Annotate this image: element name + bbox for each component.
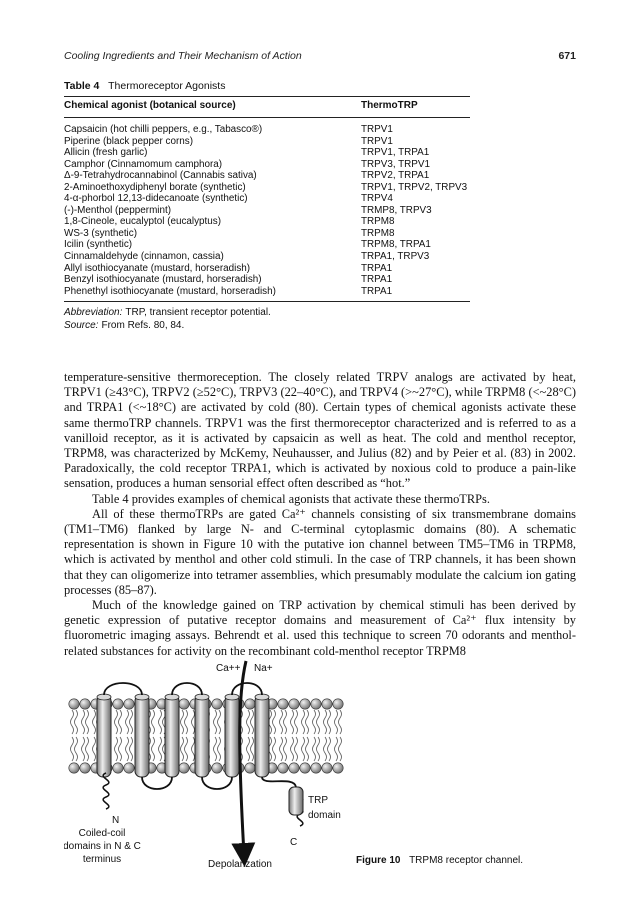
table-cell-agonist: Piperine (black pepper corns) [64, 135, 193, 147]
table-top-rule [64, 96, 470, 97]
table-row [64, 274, 470, 286]
lipid-head [333, 763, 343, 773]
lipid-tail [126, 737, 129, 761]
lipid-tail [251, 710, 254, 734]
lipid-tail [324, 710, 327, 734]
lipid-tail [71, 737, 74, 761]
lipid-tail [273, 737, 276, 761]
table-cell-agonist: Capsaicin (hot chilli peppers, e.g., Tabasco®) [64, 124, 263, 135]
table-cell-agonist: 4-α-phorbol 12,13-didecanoate (synthetic) [64, 193, 248, 205]
lipid-head [212, 699, 222, 709]
helix-loop [232, 683, 262, 695]
lipid-tail [126, 710, 129, 734]
helix-tm4 [195, 695, 209, 777]
table-row [64, 263, 470, 275]
lipid-tail [214, 737, 217, 761]
paragraph-4: Much of the knowledge gained on TRP activation by chemical stimuli has been derived by genetic expression of putative receptor domains and measurement of Ca²⁺ flux intensity by fluorometric imaging assays. Behrendt et al. used this technique to screen 70 odorants and menthol-related substances for activity on the recombinant cold-menthol receptor TRPM8 [64, 598, 576, 658]
table-cell-agonist: (-)-Menthol (peppermint) [64, 204, 172, 216]
lipid-tail [302, 737, 305, 761]
label-coil-1: Coiled-coil [78, 828, 126, 839]
lipid-tail [93, 710, 96, 734]
abbrev-text: TRP, transient receptor potential. [125, 307, 271, 318]
lipid-head [212, 763, 222, 773]
lipid-tail [317, 737, 320, 761]
figure-caption-label: Figure 10 [356, 855, 401, 866]
table-col1-header: Chemical agonist (botanical source) [64, 100, 236, 111]
table-cell-thermotrp: TRPA1 [361, 274, 393, 286]
lipid-tail [295, 737, 298, 761]
table-cell-agonist: Benzyl isothiocyanate (mustard, horseradish) [64, 274, 262, 286]
lipid-head [322, 763, 332, 773]
lipid-head [124, 699, 134, 709]
lipid-tail [324, 737, 327, 761]
lipid-tail [192, 710, 195, 734]
lipid-tail [284, 737, 287, 761]
table-cell-thermotrp: TRPV4 [361, 193, 393, 205]
lipid-tail [251, 737, 254, 761]
lipid-tail [335, 737, 338, 761]
lipid-tail [152, 710, 155, 734]
helix-tm6 [255, 695, 269, 777]
table-caption-title: Thermoreceptor Agonists [108, 80, 226, 92]
table-row [64, 239, 470, 251]
table-row [64, 170, 470, 182]
label-trp-domain-1: TRP [308, 795, 328, 806]
table-cell-thermotrp: TRPV3, TRPV1 [361, 158, 430, 170]
trpm8-diagram [64, 655, 576, 885]
source-text: From Refs. 80, 84. [101, 320, 185, 331]
lipid-tail [185, 737, 188, 761]
table-cell-agonist: Δ-9-Tetrahydrocannabinol (Cannabis sativa) [64, 170, 257, 182]
lipid-head [245, 763, 255, 773]
lipid-head [289, 763, 299, 773]
lipid-tail [181, 737, 184, 761]
n-terminus-coil [103, 773, 109, 809]
lipid-tail [82, 710, 85, 734]
lipid-head [278, 699, 288, 709]
helix-loop [172, 683, 202, 695]
table-cell-thermotrp: TRPM8 [361, 227, 395, 239]
page-number: 671 [558, 50, 576, 62]
helix-to-trp-link [262, 777, 296, 787]
table-cell-agonist: Allyl isothiocyanate (mustard, horseradish) [64, 262, 251, 274]
table-row [64, 159, 470, 171]
table-body [64, 124, 470, 297]
table-cell-agonist: Allicin (fresh garlic) [64, 147, 148, 159]
lipid-tail [291, 737, 294, 761]
lipid-tail [339, 710, 342, 734]
lipid-head [333, 699, 343, 709]
lipid-tail [93, 737, 96, 761]
lipid-head [311, 699, 321, 709]
lipid-tail [214, 710, 217, 734]
lipid-tail [71, 710, 74, 734]
lipid-tail [159, 737, 162, 761]
table-header [64, 100, 470, 111]
lipid-tail [82, 737, 85, 761]
paragraph-2: Table 4 provides examples of chemical agonists that activate these thermoTRPs. [92, 491, 490, 506]
lipid-tail [115, 710, 118, 734]
table-row [64, 205, 470, 217]
lipid-head [300, 763, 310, 773]
lipid-tail [339, 737, 342, 761]
lipid-head [113, 699, 123, 709]
label-coil-2: domains in N & C [64, 841, 141, 852]
table-cell-thermotrp: TRMP8, TRPV3 [361, 204, 432, 216]
lipid-head [179, 763, 189, 773]
lipid-tail [75, 710, 78, 734]
table-col2-header: ThermoTRP [361, 100, 418, 111]
lipid-head [179, 699, 189, 709]
label-n: N [112, 815, 120, 826]
table-cell-thermotrp: TRPA1 [361, 285, 393, 297]
table-row [64, 286, 470, 298]
table-caption [64, 80, 225, 92]
lipid-tail [280, 737, 283, 761]
helix-loop [142, 777, 172, 789]
table-cell-thermotrp: TRPA1 [361, 262, 393, 274]
lipid-head [322, 699, 332, 709]
table-cell-thermotrp: TRPM8 [361, 216, 395, 228]
lipid-tail [328, 737, 331, 761]
helix-tm5 [225, 695, 239, 777]
table-header-rule [64, 117, 470, 118]
figure-caption-title: TRPM8 receptor channel. [409, 855, 524, 866]
lipid-tail [152, 737, 155, 761]
lipid-tail [159, 710, 162, 734]
lipid-head [113, 763, 123, 773]
label-depolarization: Depolarization [208, 859, 272, 870]
table-source [64, 320, 184, 331]
lipid-head [245, 699, 255, 709]
helix-tm1 [97, 695, 111, 777]
table-row [64, 182, 470, 194]
lipid-tail [273, 710, 276, 734]
running-head-title: Cooling Ingredients and Their Mechanism of Action [64, 50, 302, 62]
lipid-tail [119, 737, 122, 761]
table-caption-label: Table 4 [64, 80, 100, 92]
lipid-tail [247, 710, 250, 734]
table-cell-thermotrp: TRPV1 [361, 135, 393, 147]
table-cell-thermotrp: TRPV1, TRPA1 [361, 147, 430, 159]
lipid-tail [306, 710, 309, 734]
paragraph-3: All of these thermoTRPs are gated Ca²⁺ channels consisting of six transmembrane domains (TM1–TM6) flanked by large N- and C-terminal cytoplasmic domains (80). A schematic representation is shown in Figure 10 with the putative ion channel between TM5–TM6 in TRPM8, which is activated by menthol and other cold stimuli. In the case of TRP channels, it has been shown that they can oligomerize into tetramer assemblies, which presumably modulate the calcium ion gating processes (85–87). [64, 506, 576, 597]
trp-domain-cylinder [289, 787, 303, 815]
lipid-tail [181, 710, 184, 734]
lipid-tail [302, 710, 305, 734]
source-label: Source: [64, 320, 99, 331]
table-cell-agonist: WS-3 (synthetic) [64, 227, 137, 239]
lipid-tail [313, 737, 316, 761]
table-cell-agonist: Icilin (synthetic) [64, 239, 133, 251]
helix-loop [104, 683, 142, 695]
helix-loop [202, 777, 232, 789]
lipid-tail [130, 737, 133, 761]
lipid-tail [130, 710, 133, 734]
helix-tm3 [165, 695, 179, 777]
label-coil-3: terminus [82, 854, 122, 865]
label-na: Na+ [254, 663, 273, 674]
table-row [64, 251, 470, 263]
running-head [64, 50, 576, 62]
table-cell-agonist: 1,8-Cineole, eucalyptol (eucalyptus) [64, 216, 221, 228]
table-row [64, 193, 470, 205]
lipid-tail [335, 710, 338, 734]
table-cell-thermotrp: TRPA1, TRPV3 [361, 251, 430, 263]
lipid-tail [313, 710, 316, 734]
lipid-tail [280, 710, 283, 734]
table-cell-agonist: Camphor (Cinnamomum camphora) [64, 158, 223, 170]
lipid-head [124, 763, 134, 773]
lipid-tail [192, 737, 195, 761]
table-row [64, 147, 470, 159]
table-cell-agonist: Phenethyl isothiocyanate (mustard, horseradish) [64, 285, 276, 297]
abbrev-label: Abbreviation: [64, 307, 123, 318]
lipid-tail [185, 710, 188, 734]
paragraph-1: temperature-sensitive thermoreception. The closely related TRPV analogs are activated by heat, TRPV1 (≥43°C), TRPV2 (≥52°C), TRPV3 (22–40°C), and TRPV4 (>~27°C), while TRPM8 (<~28°C) and TRPA1 (<~18°C) are activated by cold (80). Certain types of chemical agonists activate these same thermoTRP channels. TRPV1 was the first thermoreceptor characterized and is referred to as a vanilloid receptor, as it is activated by capsaicin as well as heat. The cold and menthol receptor, TRPM8, was characterized by McKemy, Neuhausser, and Julius (82) and by Peier et al. (83) in 2002. Paradoxically, the cold receptor TRPA1, which is activated by noxious cold to produce a pain-like sensation, produces a human sensorial effect often described as “hot.” [64, 370, 576, 491]
lipid-tail [86, 710, 89, 734]
lipid-tail [284, 710, 287, 734]
table-cell-agonist: 2-Aminoethoxydiphenyl borate (synthetic) [64, 181, 246, 193]
label-ca: Ca++ [216, 663, 241, 674]
lipid-head [278, 763, 288, 773]
lipid-tail [295, 710, 298, 734]
label-trp-domain-2: domain [308, 810, 341, 821]
lipid-head [80, 699, 90, 709]
table-cell-thermotrp: TRPM8, TRPA1 [361, 239, 431, 251]
lipid-head [300, 699, 310, 709]
lipid-head [289, 699, 299, 709]
table-cell-thermotrp: TRPV1, TRPV2, TRPV3 [361, 181, 468, 193]
table-cell-thermotrp: TRPV1 [361, 124, 393, 135]
lipid-tail [291, 710, 294, 734]
lipid-tail [317, 710, 320, 734]
ion-flow-arrow [240, 661, 246, 855]
lipid-head [69, 699, 79, 709]
lipid-tail [218, 710, 221, 734]
lipid-tail [86, 737, 89, 761]
lipid-head [80, 763, 90, 773]
table-cell-agonist: Cinnamaldehyde (cinnamon, cassia) [64, 251, 224, 263]
body-text [64, 370, 576, 659]
table-bottom-rule [64, 301, 470, 302]
label-c: C [290, 837, 298, 848]
lipid-tail [115, 737, 118, 761]
lipid-head [311, 763, 321, 773]
table-row [64, 228, 470, 240]
lipid-tail [328, 710, 331, 734]
lipid-tail [218, 737, 221, 761]
lipid-tail [306, 737, 309, 761]
figure-trpm8 [64, 655, 576, 885]
table-row [64, 216, 470, 228]
table-row [64, 136, 470, 148]
table-row [64, 124, 470, 136]
lipid-tail [75, 737, 78, 761]
figure-caption [356, 855, 523, 866]
lipid-tail [119, 710, 122, 734]
lipid-tail [247, 737, 250, 761]
transmembrane-helices [97, 683, 296, 789]
lipid-head [69, 763, 79, 773]
helix-tm2 [135, 695, 149, 777]
table-cell-thermotrp: TRPV2, TRPA1 [361, 170, 430, 182]
table-abbreviation [64, 307, 271, 318]
